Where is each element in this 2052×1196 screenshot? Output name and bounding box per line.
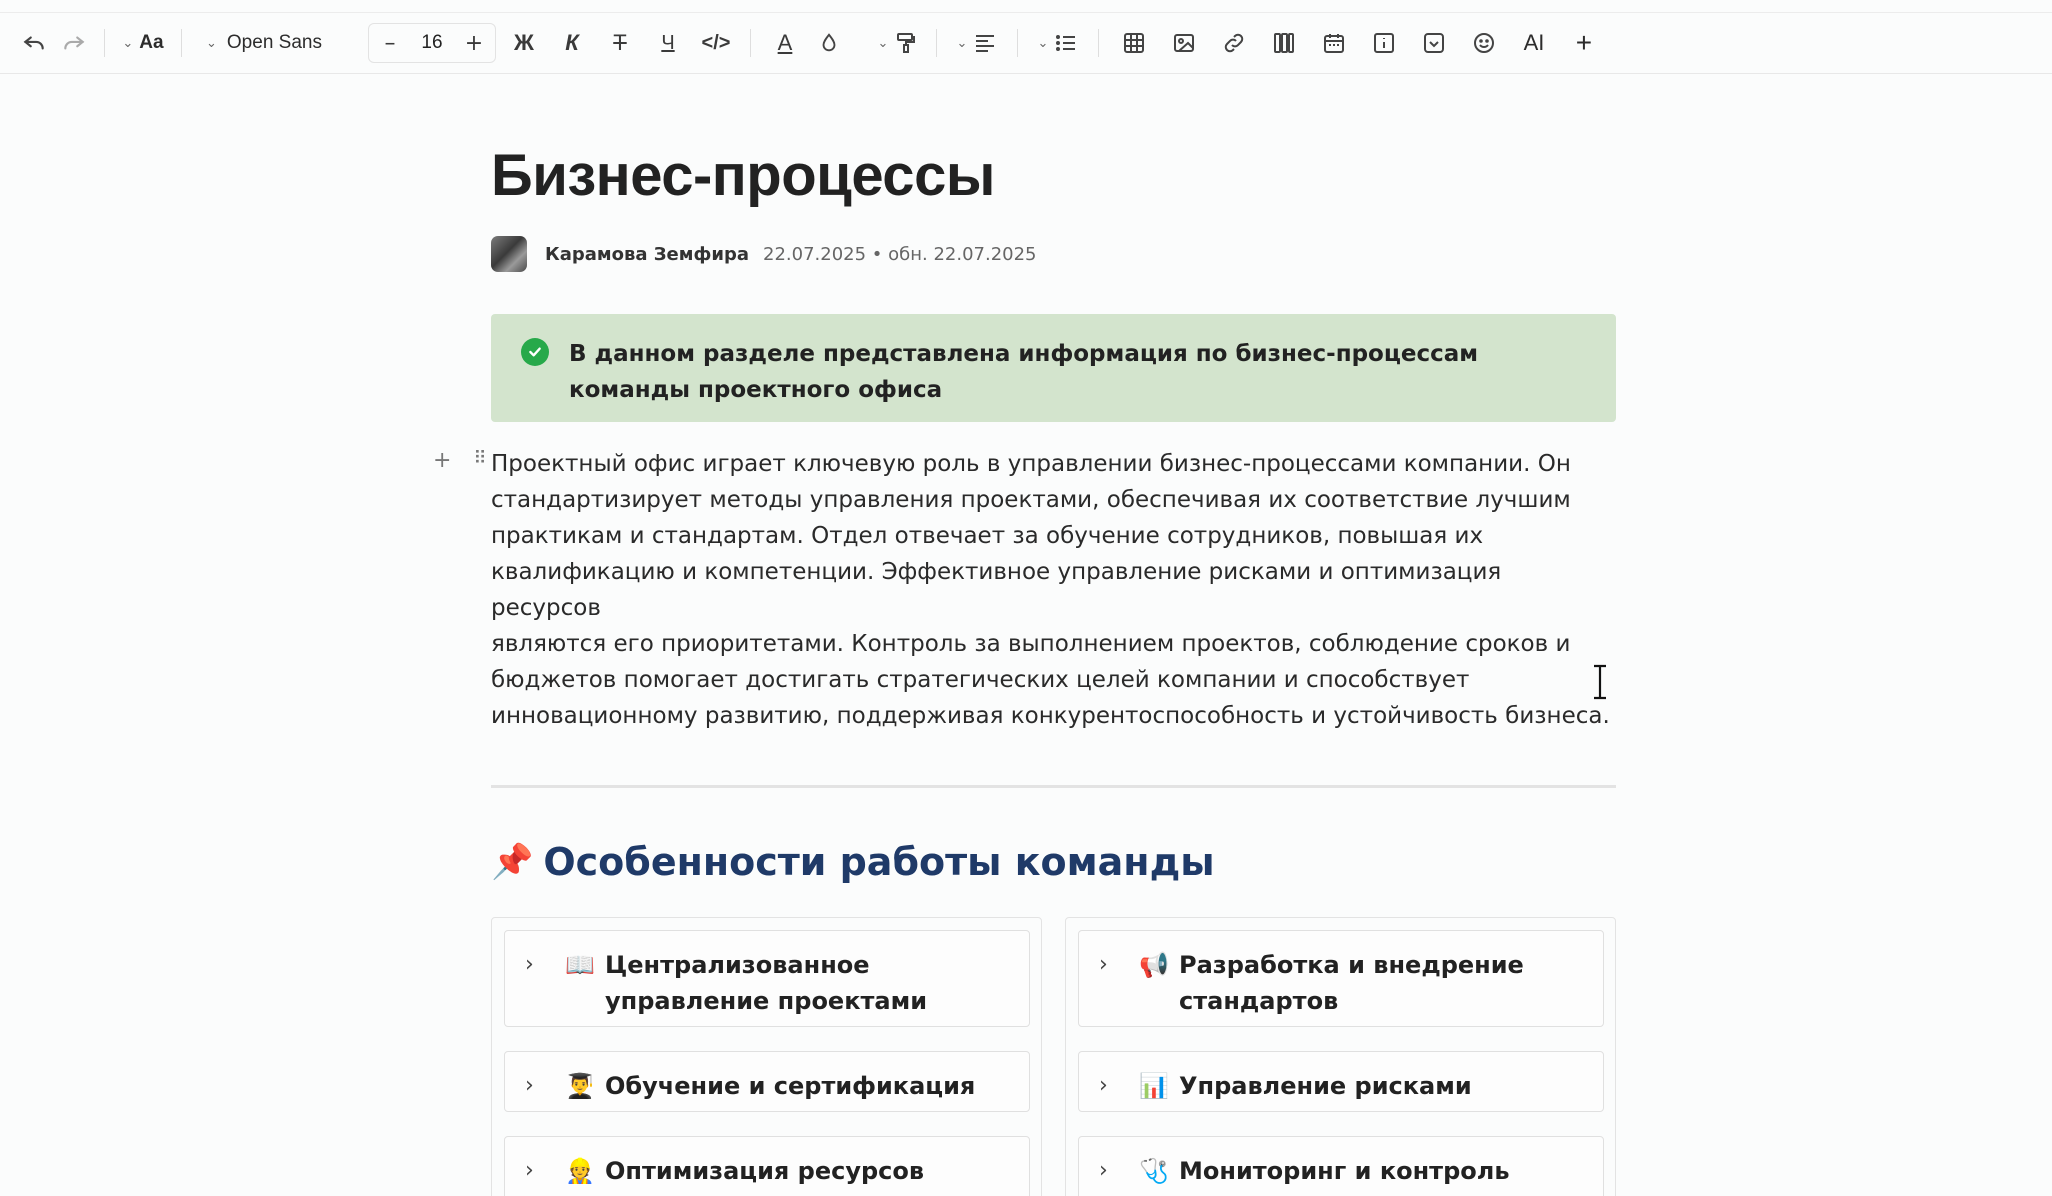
font-size-value[interactable]: 16 [421,32,443,53]
paint-roller-icon [894,31,918,55]
insert-checkbox-button[interactable] [1409,23,1459,63]
chevron-right-icon[interactable]: › [1099,1158,1108,1183]
insert-info-button[interactable] [1359,23,1409,63]
toolbar-separator [936,29,937,57]
strikethrough-button[interactable]: Т [613,30,627,55]
chevron-down-icon: ⌄ [122,35,134,51]
toggle-item[interactable] [1078,930,1604,1027]
chevron-right-icon[interactable]: › [525,952,534,977]
align-button[interactable] [947,23,1007,63]
worker-icon: 👷 [565,1157,595,1185]
toolbar-separator [1098,29,1099,57]
redo-button[interactable] [54,23,94,63]
paragraph-line: Проектный офис играет ключевую роль в управлении бизнес-процессами компании. Он [491,451,1571,477]
toggle-item[interactable] [1078,1136,1604,1196]
page-title[interactable]: Бизнес-процессы [491,143,995,208]
toolbar-separator [750,29,751,57]
chevron-down-icon: ⌄ [1037,35,1049,51]
italic-button[interactable]: К [565,30,579,55]
font-style-button[interactable] [115,23,171,63]
highlight-button[interactable] [809,23,849,63]
drag-handle-icon[interactable]: ⠿ [473,448,485,469]
insert-emoji-button[interactable] [1459,23,1509,63]
section-heading-text: Особенности работы команды [543,840,1215,884]
undo-button[interactable] [14,23,54,63]
text-color-button[interactable]: A [777,30,793,55]
paragraph-line: являются его приоритетами. Контроль за выполнением проектов, соблюдение сроков и [491,631,1571,657]
callout-text: В данном разделе представлена информация по бизнес-процессам команды проектного офиса [569,341,1479,403]
droplet-icon [818,32,840,54]
document-meta [491,236,1037,272]
toolbar-separator [1017,29,1018,57]
ai-assistant-button[interactable]: AI [1523,30,1545,55]
student-icon: 👨‍🎓 [565,1072,595,1100]
paragraph-line: бюджетов помогает достигать стратегических целей компании и способствует [491,667,1470,693]
pushpin-icon: 📌 [491,842,534,882]
toggle-label: Централизованное управление проектами [605,951,928,1015]
chevron-right-icon[interactable]: › [1099,952,1108,977]
undo-icon [21,30,47,56]
intro-paragraph[interactable] [491,446,1616,734]
add-block-icon[interactable]: + [433,448,452,473]
paragraph-line: практикам и стандартам. Отдел отвечает за обучение сотрудников, повышая их [491,523,1484,549]
list-icon [1054,31,1078,55]
checkbox-icon [1422,31,1446,55]
block-handles [433,448,485,473]
paragraph-line: инновационному развитию, поддерживая конкурентоспособность и устойчивость бизнеса. [491,703,1610,729]
font-size-decrease-button[interactable]: – [384,30,396,56]
paragraph-line: квалификацию и компетенции. Эффективное управление рисками и оптимизация ресурсов [491,559,1502,621]
left-column [491,917,1042,1196]
toggle-label: Управление рисками [1179,1072,1472,1100]
toggle-label: Обучение и сертификация [605,1072,976,1100]
redo-icon [61,30,87,56]
megaphone-icon: 📢 [1139,951,1169,979]
toolbar-separator [104,29,105,57]
list-button[interactable] [1028,23,1088,63]
document-dates: 22.07.2025 • обн. 22.07.2025 [763,243,1037,265]
toolbar-separator [181,29,182,57]
code-button[interactable]: </> [701,31,731,54]
toolbar-spacer [859,29,860,57]
table-icon [1122,31,1146,55]
align-left-icon [973,31,997,55]
text-cursor-icon [1591,664,1609,700]
toggle-label: Оптимизация ресурсов [605,1157,925,1185]
paragraph-line: стандартизирует методы управления проектами, обеспечивая их соответствие лучшим [491,487,1571,513]
image-icon [1172,31,1196,55]
chevron-right-icon[interactable]: › [525,1158,534,1183]
toggle-label: Разработка и внедрение стандартов [1179,951,1524,1015]
insert-table-button[interactable] [1109,23,1159,63]
info-icon [1372,31,1396,55]
chevron-down-icon: ⌄ [877,35,889,51]
chevron-right-icon[interactable]: › [1099,1073,1108,1098]
font-family-select[interactable] [192,23,358,63]
add-block-button[interactable]: + [1575,27,1593,58]
info-callout[interactable] [491,314,1616,422]
font-size-increase-button[interactable]: + [464,30,484,56]
insert-image-button[interactable] [1159,23,1209,63]
chevron-right-icon[interactable]: › [525,1073,534,1098]
stethoscope-icon: 🩺 [1139,1157,1169,1185]
toggle-item[interactable] [1078,1051,1604,1112]
font-family-value: Open Sans [226,32,322,53]
toggle-item[interactable] [504,1136,1030,1196]
toggle-item[interactable] [504,1051,1030,1112]
link-icon [1222,31,1246,55]
insert-columns-button[interactable] [1259,23,1309,63]
editor-toolbar [0,12,2052,74]
chevron-down-icon: ⌄ [206,35,217,51]
smile-icon [1472,31,1496,55]
format-painter-button[interactable] [870,23,926,63]
book-icon: 📖 [565,951,595,979]
bar-chart-icon: 📊 [1139,1072,1169,1100]
font-size-stepper [368,23,496,63]
chevron-down-icon: ⌄ [956,35,968,51]
toggle-label: Мониторинг и контроль [1179,1157,1510,1185]
columns-icon [1272,31,1296,55]
insert-calendar-button[interactable] [1309,23,1359,63]
calendar-icon [1322,31,1346,55]
toggle-item[interactable] [504,930,1030,1027]
font-style-label: Aa [139,32,164,53]
avatar[interactable] [491,236,527,272]
check-circle-icon [521,338,549,366]
right-column [1065,917,1616,1196]
section-heading[interactable] [491,840,1215,884]
horizontal-divider [491,785,1616,788]
insert-link-button[interactable] [1209,23,1259,63]
bold-button[interactable]: Ж [514,30,534,55]
underline-button[interactable]: Ч [661,31,675,54]
author-name[interactable]: Карамова Земфира [545,243,749,265]
